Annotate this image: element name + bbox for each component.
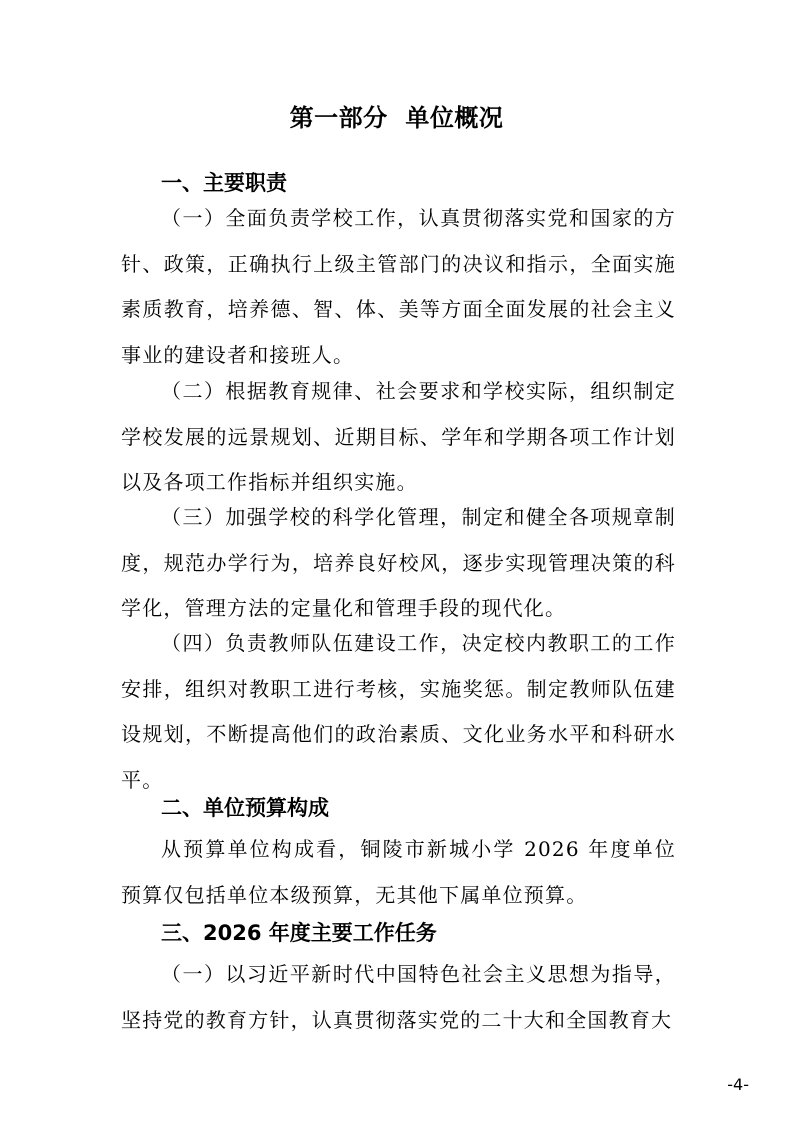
duty-paragraph-2: （二）根据教育规律、社会要求和学校实际，组织制定学校发展的远景规划、近期目标、学年和学期各项工作计划以及各项工作指标并组织实施。: [121, 379, 676, 494]
section-heading-duties: 一、主要职责: [161, 171, 287, 195]
section-heading-budget-composition: 二、单位预算构成: [161, 796, 329, 820]
budget-composition-paragraph: 从预算单位构成看，铜陵市新城小学 2026 年度单位预算仅包括单位本级预算，无其他下属单位预算。: [121, 837, 676, 907]
section-heading-tasks: 三、2026 年度主要工作任务: [161, 921, 437, 945]
duty-paragraph-4: （四）负责教师队伍建设工作，决定校内教职工的工作安排，组织对教职工进行考核，实施奖惩。制定教师队伍建设规划，不断提高他们的政治素质、文化业务水平和科研水平。: [121, 631, 676, 792]
duty-paragraph-1: （一）全面负责学校工作，认真贯彻落实党和国家的方针、政策，正确执行上级主管部门的决议和指示，全面实施素质教育，培养德、智、体、美等方面全面发展的社会主义事业的建设者和接班人。: [121, 206, 676, 367]
task-paragraph-1: （一）以习近平新时代中国特色社会主义思想为指导，坚持党的教育方针，认真贯彻落实党的二十大和全国教育大: [121, 962, 676, 1032]
page-title: 第一部分 单位概况: [289, 104, 504, 132]
page-number: -4-: [727, 1075, 749, 1094]
duty-paragraph-3: （三）加强学校的科学化管理，制定和健全各项规章制度，规范办学行为，培养良好校风，逐步实现管理决策的科学化，管理方法的定量化和管理手段的现代化。: [121, 505, 676, 620]
